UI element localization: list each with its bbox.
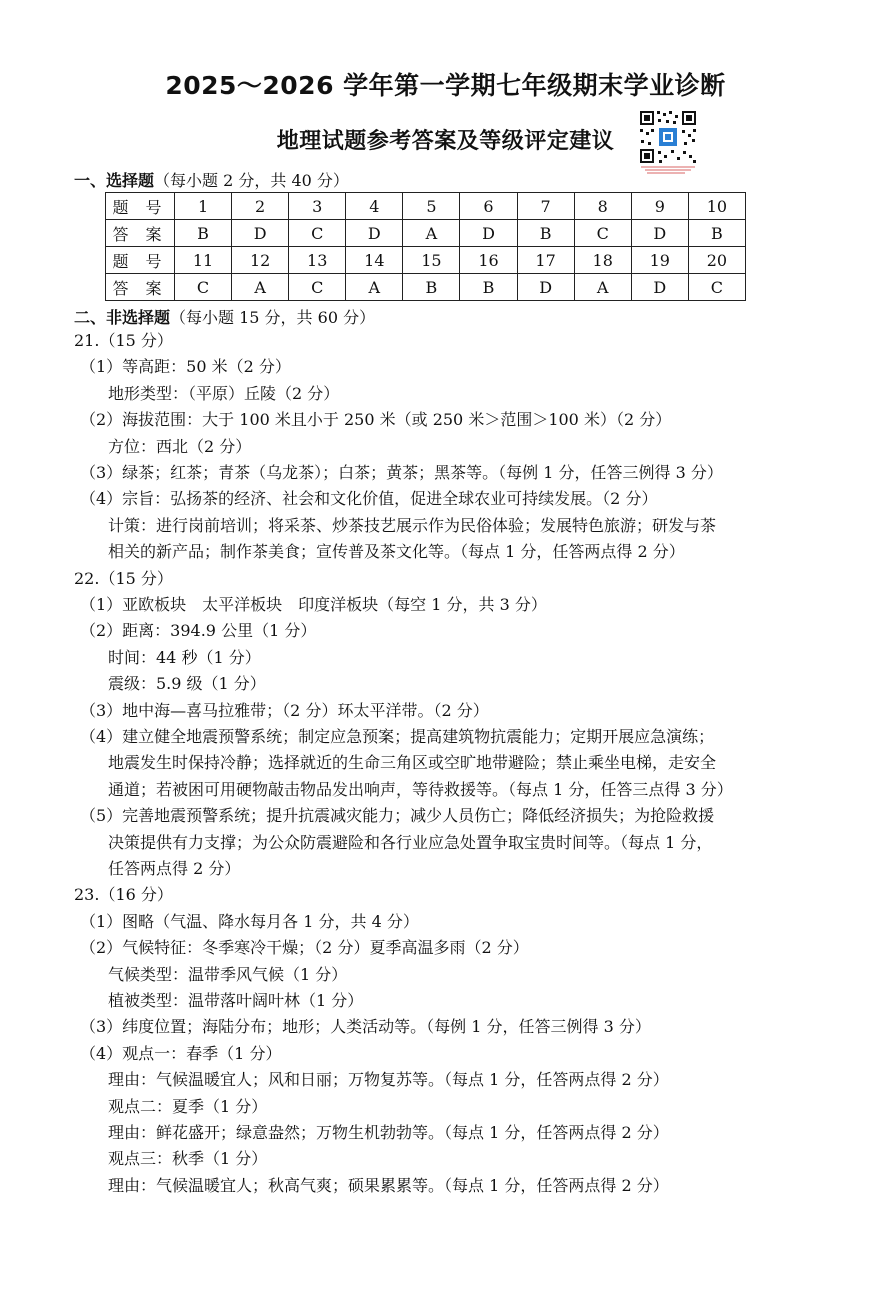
table-cell: D [517,274,574,301]
answer-line: 23.（16 分） [74,885,173,905]
table-cell: C [574,220,631,247]
table-cell: 2 [232,193,289,220]
answer-line: （1）等高距：50 米（2 分） [80,357,291,377]
table-cell: 13 [289,247,346,274]
table-cell: D [460,220,517,247]
section-choice-title: 一、选择题 [74,171,155,190]
answer-line: （2）距离：394.9 公里（1 分） [80,621,317,641]
answer-line: （4）建立健全地震预警系统；制定应急预案；提高建筑物抗震能力；定期开展应急演练； [80,727,715,746]
table-row [106,274,746,301]
table-cell: 20 [688,247,745,274]
table-cell: 17 [517,247,574,274]
table-cell: 6 [460,193,517,220]
section-open-title: 二、非选择题 [74,308,171,327]
answer-line: 21.（15 分） [74,331,173,350]
section-choice-note: （每小题 2 分，共 40 分） [154,171,349,190]
answer-line: （5）完善地震预警系统；提升抗震减灾能力；减少人员伤亡；降低经济损失；为抢险救援 [80,806,715,826]
table-cell: 10 [688,193,745,220]
answer-line: 理由：鲜花盛开；绿意盎然；万物生机勃勃等。（每点 1 分，任答两点得 2 分） [108,1123,669,1142]
table-cell: 3 [289,193,346,220]
table-cell: 11 [175,247,232,274]
table-cell: 7 [517,193,574,220]
table-cell: D [631,274,688,301]
section-choice-heading [74,168,349,191]
answer-line: 计策：进行岗前培训；将采茶、炒茶技艺展示作为民俗体验；发展特色旅游；研发与茶 [108,515,717,535]
table-cell: A [574,274,631,301]
section-open-heading [74,305,375,328]
answer-line: 地震发生时保持冷静；选择就近的生命三角区或空旷地带避险；禁止乘坐电梯，走安全 [108,753,717,773]
table-row [106,247,746,274]
answer-line: 理由：气候温暖宜人；风和日丽；万物复苏等。（每点 1 分，任答两点得 2 分） [108,1070,669,1090]
table-cell: A [403,220,460,247]
row-label-answer: 答 案 [106,274,175,301]
table-cell: 12 [232,247,289,274]
answer-line: （4）宗旨：弘扬茶的经济、社会和文化价值，促进全球农业可持续发展。（2 分） [80,489,658,509]
table-cell: 16 [460,247,517,274]
table-cell: 19 [631,247,688,274]
answer-line: 方位：西北（2 分） [108,436,252,456]
answer-line: 任答两点得 2 分） [108,859,241,878]
answer-line: （3）纬度位置；海陆分布；地形；人类活动等。（每例 1 分，任答三例得 3 分） [80,1017,651,1037]
answer-line: 气候类型：温带季风气候（1 分） [108,964,348,984]
table-cell: D [232,220,289,247]
table-cell: 18 [574,247,631,274]
qr-code-icon [637,108,699,174]
answer-line: 理由：气候温暖宜人；秋高气爽；硕果累累等。（每点 1 分，任答两点得 2 分） [108,1175,669,1195]
page-title: 2025～2026 学年第一学期七年级期末学业诊断 [165,71,726,100]
table-cell: D [631,220,688,247]
answer-line: （2）气候特征：冬季寒冷干燥；（2 分）夏季高温多雨（2 分） [80,938,529,958]
answer-line: 植被类型：温带落叶阔叶林（1 分） [108,991,364,1010]
answer-line: 22.（15 分） [74,568,173,588]
table-cell: B [517,220,574,247]
answer-line: 时间：44 秒（1 分） [108,647,261,667]
table-cell: 9 [631,193,688,220]
table-cell: 8 [574,193,631,220]
table-cell: A [232,274,289,301]
row-label-number: 题 号 [106,193,175,220]
row-label-answer: 答 案 [106,220,175,247]
answer-table [105,192,746,301]
table-cell: C [289,274,346,301]
table-cell: B [460,274,517,301]
table-cell: C [688,274,745,301]
table-row [106,193,746,220]
table-cell: A [346,274,403,301]
row-label-number: 题 号 [106,247,175,274]
answer-line: 通道；若被困可用硬物敲击物品发出响声，等待救援等。（每点 1 分，任答三点得 3 分） [108,779,733,799]
answer-line: 观点二：夏季（1 分） [108,1096,268,1116]
answer-line: （2）海拔范围：大于 100 米且小于 250 米（或 250 米＞范围＞100 米）（2 分） [80,410,672,430]
answer-line: 地形类型：（平原）丘陵（2 分） [108,383,340,403]
page-subtitle: 地理试题参考答案及等级评定建议 [276,129,615,154]
answer-line: （4）观点一：春季（1 分） [80,1043,282,1063]
table-cell: D [346,220,403,247]
answer-line: （3）绿茶；红茶；青茶（乌龙茶）；白茶；黄茶；黑茶等。（每例 1 分，任答三例得 3 分） [80,463,723,482]
section-open-note: （每小题 15 分，共 60 分） [170,308,376,327]
table-cell: 14 [346,247,403,274]
answer-line: （1）图略（气温、降水每月各 1 分，共 4 分） [80,911,419,931]
answer-line: 震级：5.9 级（1 分） [108,674,266,694]
table-cell: C [175,274,232,301]
answer-line: （3）地中海—喜马拉雅带；（2 分）环太平洋带。（2 分） [80,700,489,720]
table-cell: 15 [403,247,460,274]
table-cell: B [688,220,745,247]
answer-line: 决策提供有力支撑；为公众防震避险和各行业应急处置争取宝贵时间等。（每点 1 分， [108,832,713,852]
answer-line: 观点三：秋季（1 分） [108,1149,268,1169]
table-cell: 4 [346,193,403,220]
table-cell: B [403,274,460,301]
table-cell: 1 [175,193,232,220]
table-row [106,220,746,247]
table-cell: C [289,220,346,247]
table-cell: B [175,220,232,247]
table-cell: 5 [403,193,460,220]
answer-line: （1）亚欧板块 太平洋板块 印度洋板块（每空 1 分，共 3 分） [80,595,547,614]
answer-line: 相关的新产品；制作茶美食；宣传普及茶文化等。（每点 1 分，任答两点得 2 分） [108,542,685,562]
